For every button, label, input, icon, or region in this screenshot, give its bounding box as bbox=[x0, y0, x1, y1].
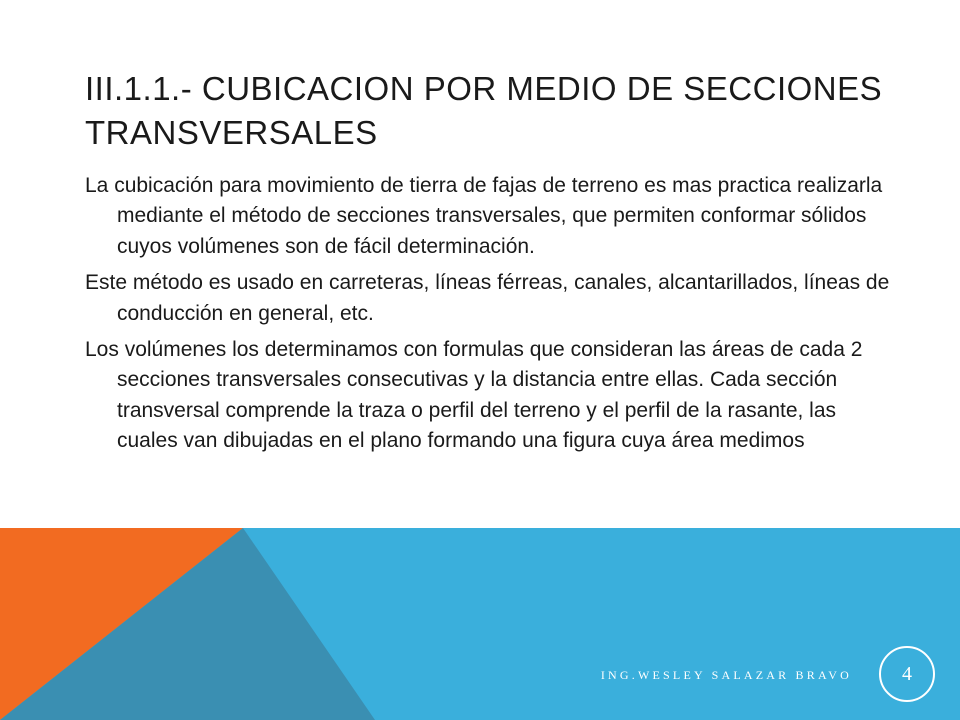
paragraph-3: Los volúmenes los determinamos con formulas que consideran las áreas de cada 2 secciones transversales consecutivas y la distancia entre ellas. Cada sección transversal comprende la traza o perfil del terreno y el perfil de la rasante, las cuales van dibujadas en el plano formando una figura cuya área medimos bbox=[85, 338, 863, 453]
paragraph-1: La cubicación para movimiento de tierra de fajas de terreno es mas practica realizarla mediante el método de secciones transversales, que permiten conformar sólidos cuyos volúmenes son de fácil determinación. bbox=[85, 174, 883, 258]
page-number-badge bbox=[879, 646, 935, 702]
slide-title: III.1.1.- CUBICACION POR MEDIO DE SECCIONES TRANSVERSALES bbox=[85, 70, 883, 151]
paragraph-2: Este método es usado en carreteras, líneas férreas, canales, alcantarillados, líneas de conducción en general, etc. bbox=[85, 271, 890, 325]
slide-body bbox=[85, 171, 900, 463]
page-number: 4 bbox=[902, 662, 912, 685]
footer-author: ING.WESLEY SALAZAR BRAVO bbox=[600, 668, 852, 682]
